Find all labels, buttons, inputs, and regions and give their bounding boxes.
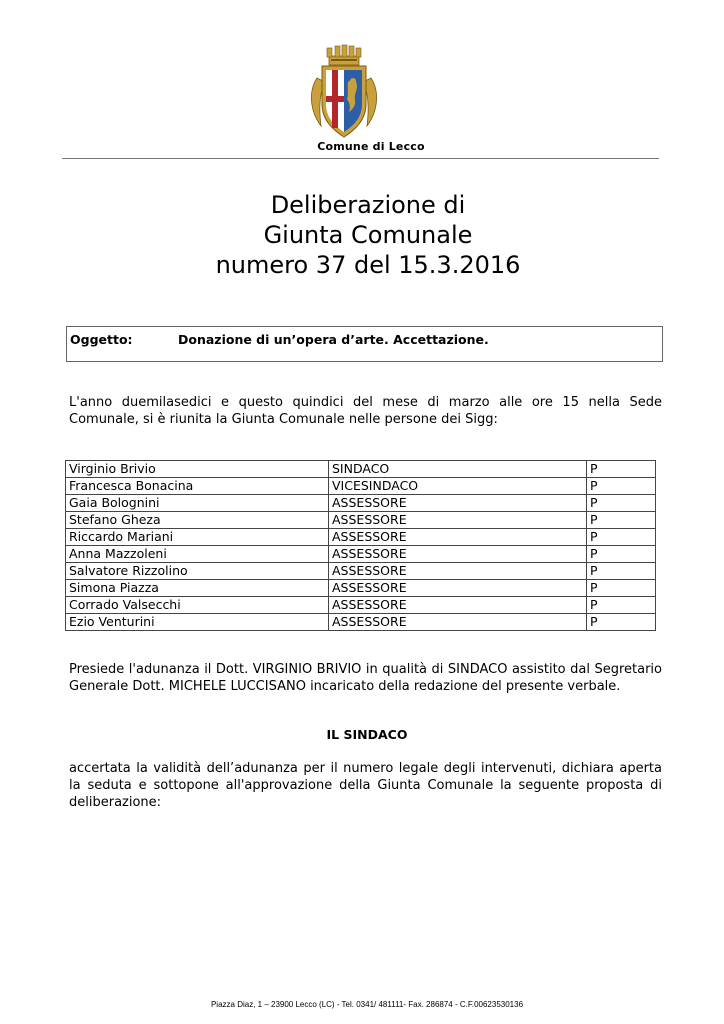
- member-status: P: [587, 495, 656, 512]
- title-line-3: numero 37 del 15.3.2016: [215, 251, 521, 279]
- title-line-1: Deliberazione di: [270, 191, 466, 219]
- member-status: P: [587, 563, 656, 580]
- comune-di-lecco-crest-logo: [307, 44, 381, 140]
- member-status: P: [587, 597, 656, 614]
- member-name: Riccardo Mariani: [66, 529, 329, 546]
- intro-paragraph: L'anno duemilasedici e questo quindici del mese di marzo alle ore 15 nella Sede Comunale, si è riunita la Giunta Comunale nelle persone dei Sigg:: [69, 395, 662, 427]
- member-role: ASSESSORE: [329, 529, 587, 546]
- subject-label: Oggetto:: [70, 332, 133, 347]
- member-role: ASSESSORE: [329, 563, 587, 580]
- member-role: ASSESSORE: [329, 597, 587, 614]
- member-status: P: [587, 461, 656, 478]
- member-name: Stefano Gheza: [66, 512, 329, 529]
- member-status: P: [587, 580, 656, 597]
- member-status: P: [587, 529, 656, 546]
- member-role: ASSESSORE: [329, 495, 587, 512]
- document-title: [0, 190, 724, 280]
- member-role: VICESINDACO: [329, 478, 587, 495]
- body-paragraph: accertata la validità dell’adunanza per il numero legale degli intervenuti, dichiara aperta la seduta e sottopone all'approvazione della Giunta Comunale la seguente proposta di deliberazione:: [69, 761, 662, 810]
- member-name: Corrado Valsecchi: [66, 597, 329, 614]
- member-status: P: [587, 512, 656, 529]
- member-name: Virginio Brivio: [66, 461, 329, 478]
- member-name: Anna Mazzoleni: [66, 546, 329, 563]
- table-row: [66, 529, 656, 546]
- member-role: ASSESSORE: [329, 512, 587, 529]
- member-name: Francesca Bonacina: [66, 478, 329, 495]
- subject-text: Donazione di un’opera d’arte. Accettazione.: [178, 332, 489, 347]
- member-name: Salvatore Rizzolino: [66, 563, 329, 580]
- table-row: [66, 580, 656, 597]
- presides-paragraph: Presiede l'adunanza il Dott. VIRGINIO BRIVIO in qualità di SINDACO assistito dal Segretario Generale Dott. MICHELE LUCCISANO incaricato della redazione del presente verbale.: [69, 662, 662, 694]
- header-divider: [62, 158, 659, 159]
- member-status: P: [587, 614, 656, 631]
- table-row: [66, 461, 656, 478]
- subject-box: [66, 326, 663, 362]
- org-name: Comune di Lecco: [317, 140, 425, 153]
- member-role: SINDACO: [329, 461, 587, 478]
- table-row: [66, 597, 656, 614]
- member-name: Simona Piazza: [66, 580, 329, 597]
- footer-address: Piazza Diaz, 1 – 23900 Lecco (LC) - Tel. 0341/ 481111- Fax. 286874 - C.F.00623530136: [210, 1000, 524, 1009]
- member-name: Gaia Bolognini: [66, 495, 329, 512]
- table-row: [66, 546, 656, 563]
- table-row: [66, 495, 656, 512]
- table-row: [66, 614, 656, 631]
- member-role: ASSESSORE: [329, 580, 587, 597]
- member-name: Ezio Venturini: [66, 614, 329, 631]
- table-row: [66, 478, 656, 495]
- section-heading: IL SINDACO: [326, 727, 408, 742]
- member-status: P: [587, 478, 656, 495]
- member-role: ASSESSORE: [329, 614, 587, 631]
- title-line-2: Giunta Comunale: [263, 221, 473, 249]
- table-row: [66, 512, 656, 529]
- crown-icon: [327, 45, 361, 65]
- member-role: ASSESSORE: [329, 546, 587, 563]
- attendance-table: [65, 460, 656, 631]
- table-row: [66, 563, 656, 580]
- member-status: P: [587, 546, 656, 563]
